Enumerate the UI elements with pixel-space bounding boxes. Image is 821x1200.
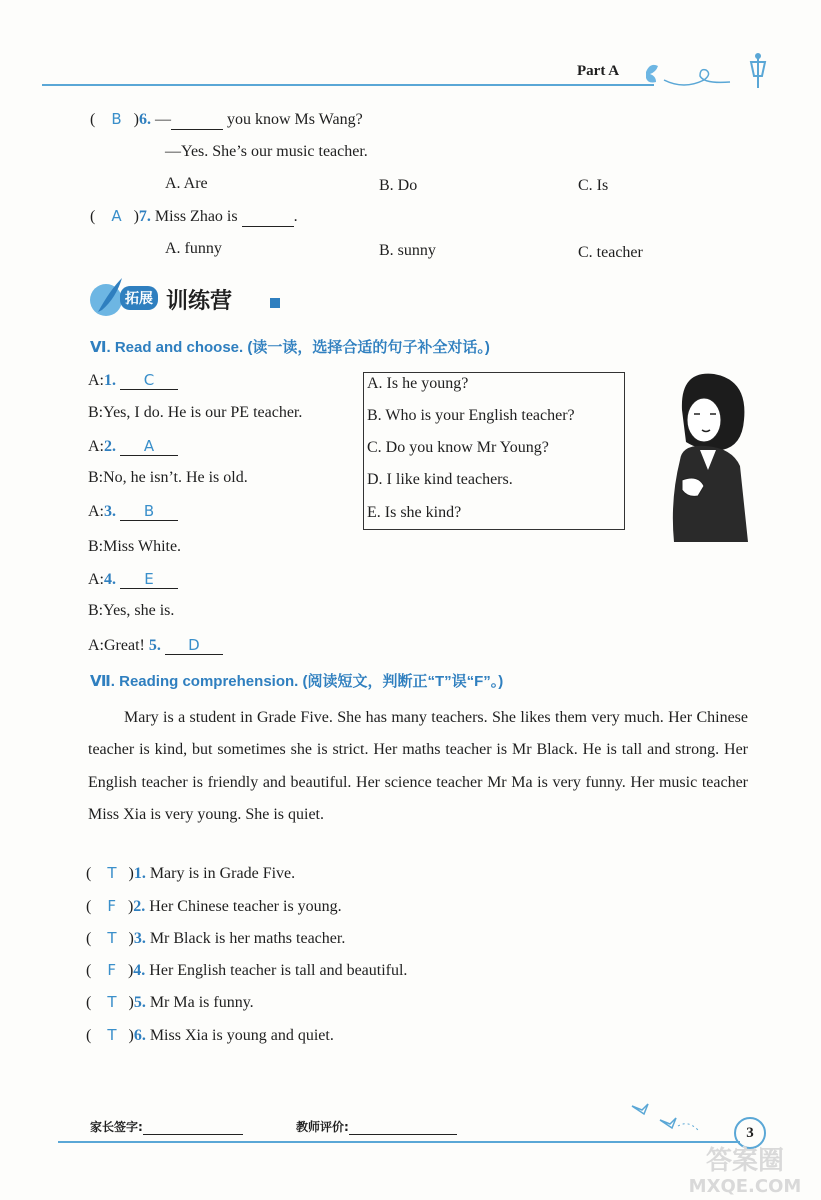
parent-signature: 家长签字: — [90, 1118, 243, 1135]
answer-blank: B — [120, 502, 178, 521]
signature-blank — [143, 1120, 243, 1135]
dialogue-line: B:No, he isn’t. He is old. — [88, 469, 248, 486]
footer-rule — [58, 1141, 740, 1143]
dialogue-line: A:1. C — [88, 371, 178, 390]
teacher-evaluation: 教师评价: — [296, 1118, 457, 1135]
evaluation-blank — [349, 1120, 457, 1135]
answer-blank: E — [120, 570, 178, 589]
mc-question-6: ( B )6. — you know Ms Wang? — [90, 110, 363, 128]
banner-badge: 拓展 — [120, 286, 158, 310]
bird-decoration-icon — [628, 1094, 708, 1134]
options-box — [363, 372, 625, 530]
tf-item: ( F )2. Her Chinese teacher is young. — [86, 897, 342, 915]
option-c: C. Is — [578, 177, 609, 194]
option-item: C. Do you know Mr Young? — [367, 439, 549, 456]
page-number: 3 — [734, 1117, 766, 1149]
option-item: D. I like kind teachers. — [367, 471, 513, 488]
banner-title: 训练营 — [166, 289, 233, 314]
tf-item: ( T )1. Mary is in Grade Five. — [86, 864, 296, 882]
tf-item: ( F )4. Her English teacher is tall and beautiful. — [86, 961, 408, 979]
dialogue-line: B:Miss White. — [88, 538, 182, 555]
answer-mark: B — [111, 110, 122, 128]
answer-mark: T — [107, 929, 117, 947]
dialogue-line: B:Yes, she is. — [88, 602, 175, 619]
dialogue-line: A:4. E — [88, 570, 178, 589]
mc-question-7: ( A )7. Miss Zhao is . — [90, 207, 298, 225]
blank — [171, 111, 223, 130]
option-b: B. sunny — [379, 242, 436, 259]
section-6-title: Ⅵ. Read and choose. (读一读，选择合适的句子补全对话。) — [90, 339, 490, 356]
option-item: B. Who is your English teacher? — [367, 407, 575, 424]
answer-mark: F — [107, 897, 116, 915]
reading-passage: Mary is a student in Grade Five. She has many teachers. She likes them very much. Her Chinese teacher is kind, but sometimes she is strict. Her maths teacher is Mr Black. He is tall and strong. Her English teacher is friendly and beautiful. Her science teacher Mr Ma is very funny. Her music teacher Miss Xia is very young. She is quiet. — [88, 709, 748, 823]
teacher-illustration-icon — [662, 370, 752, 545]
blank — [242, 208, 294, 227]
tf-item: ( T )3. Mr Black is her maths teacher. — [86, 929, 346, 947]
watermark: 答案圈 MXQE.COM — [688, 1146, 802, 1197]
answer-mark: F — [107, 961, 116, 979]
option-a: A. Are — [165, 175, 208, 192]
answer-blank: C — [120, 371, 178, 390]
extension-banner — [88, 276, 288, 320]
dialogue-line: B:Yes, I do. He is our PE teacher. — [88, 404, 303, 421]
header-rule — [42, 84, 634, 86]
dialogue-line: A:Great! 5. D — [88, 636, 223, 655]
option-a: A. funny — [165, 240, 222, 257]
banner-square-icon — [270, 298, 280, 308]
answer-mark: T — [107, 1026, 117, 1044]
option-item: A. Is he young? — [367, 375, 469, 392]
part-label: Part A — [577, 63, 620, 79]
dialogue-line: A:3. B — [88, 502, 178, 521]
option-c: C. teacher — [578, 244, 643, 261]
answer-blank: A — [120, 437, 178, 456]
mc-reply-6: —Yes. She’s our music teacher. — [165, 143, 368, 160]
answer-mark: A — [111, 207, 122, 225]
tf-item: ( T )6. Miss Xia is young and quiet. — [86, 1026, 334, 1044]
answer-mark: T — [107, 993, 117, 1011]
option-b: B. Do — [379, 177, 418, 194]
answer-blank: D — [165, 636, 223, 655]
section-7-title: Ⅶ. Reading comprehension. (阅读短文，判断正“T”误“F”。) — [90, 673, 504, 690]
option-item: E. Is she kind? — [367, 504, 462, 521]
tf-item: ( T )5. Mr Ma is funny. — [86, 993, 254, 1011]
butterfly-lamp-decoration-icon — [634, 50, 774, 90]
dialogue-line: A:2. A — [88, 437, 178, 456]
answer-mark: T — [107, 864, 117, 882]
